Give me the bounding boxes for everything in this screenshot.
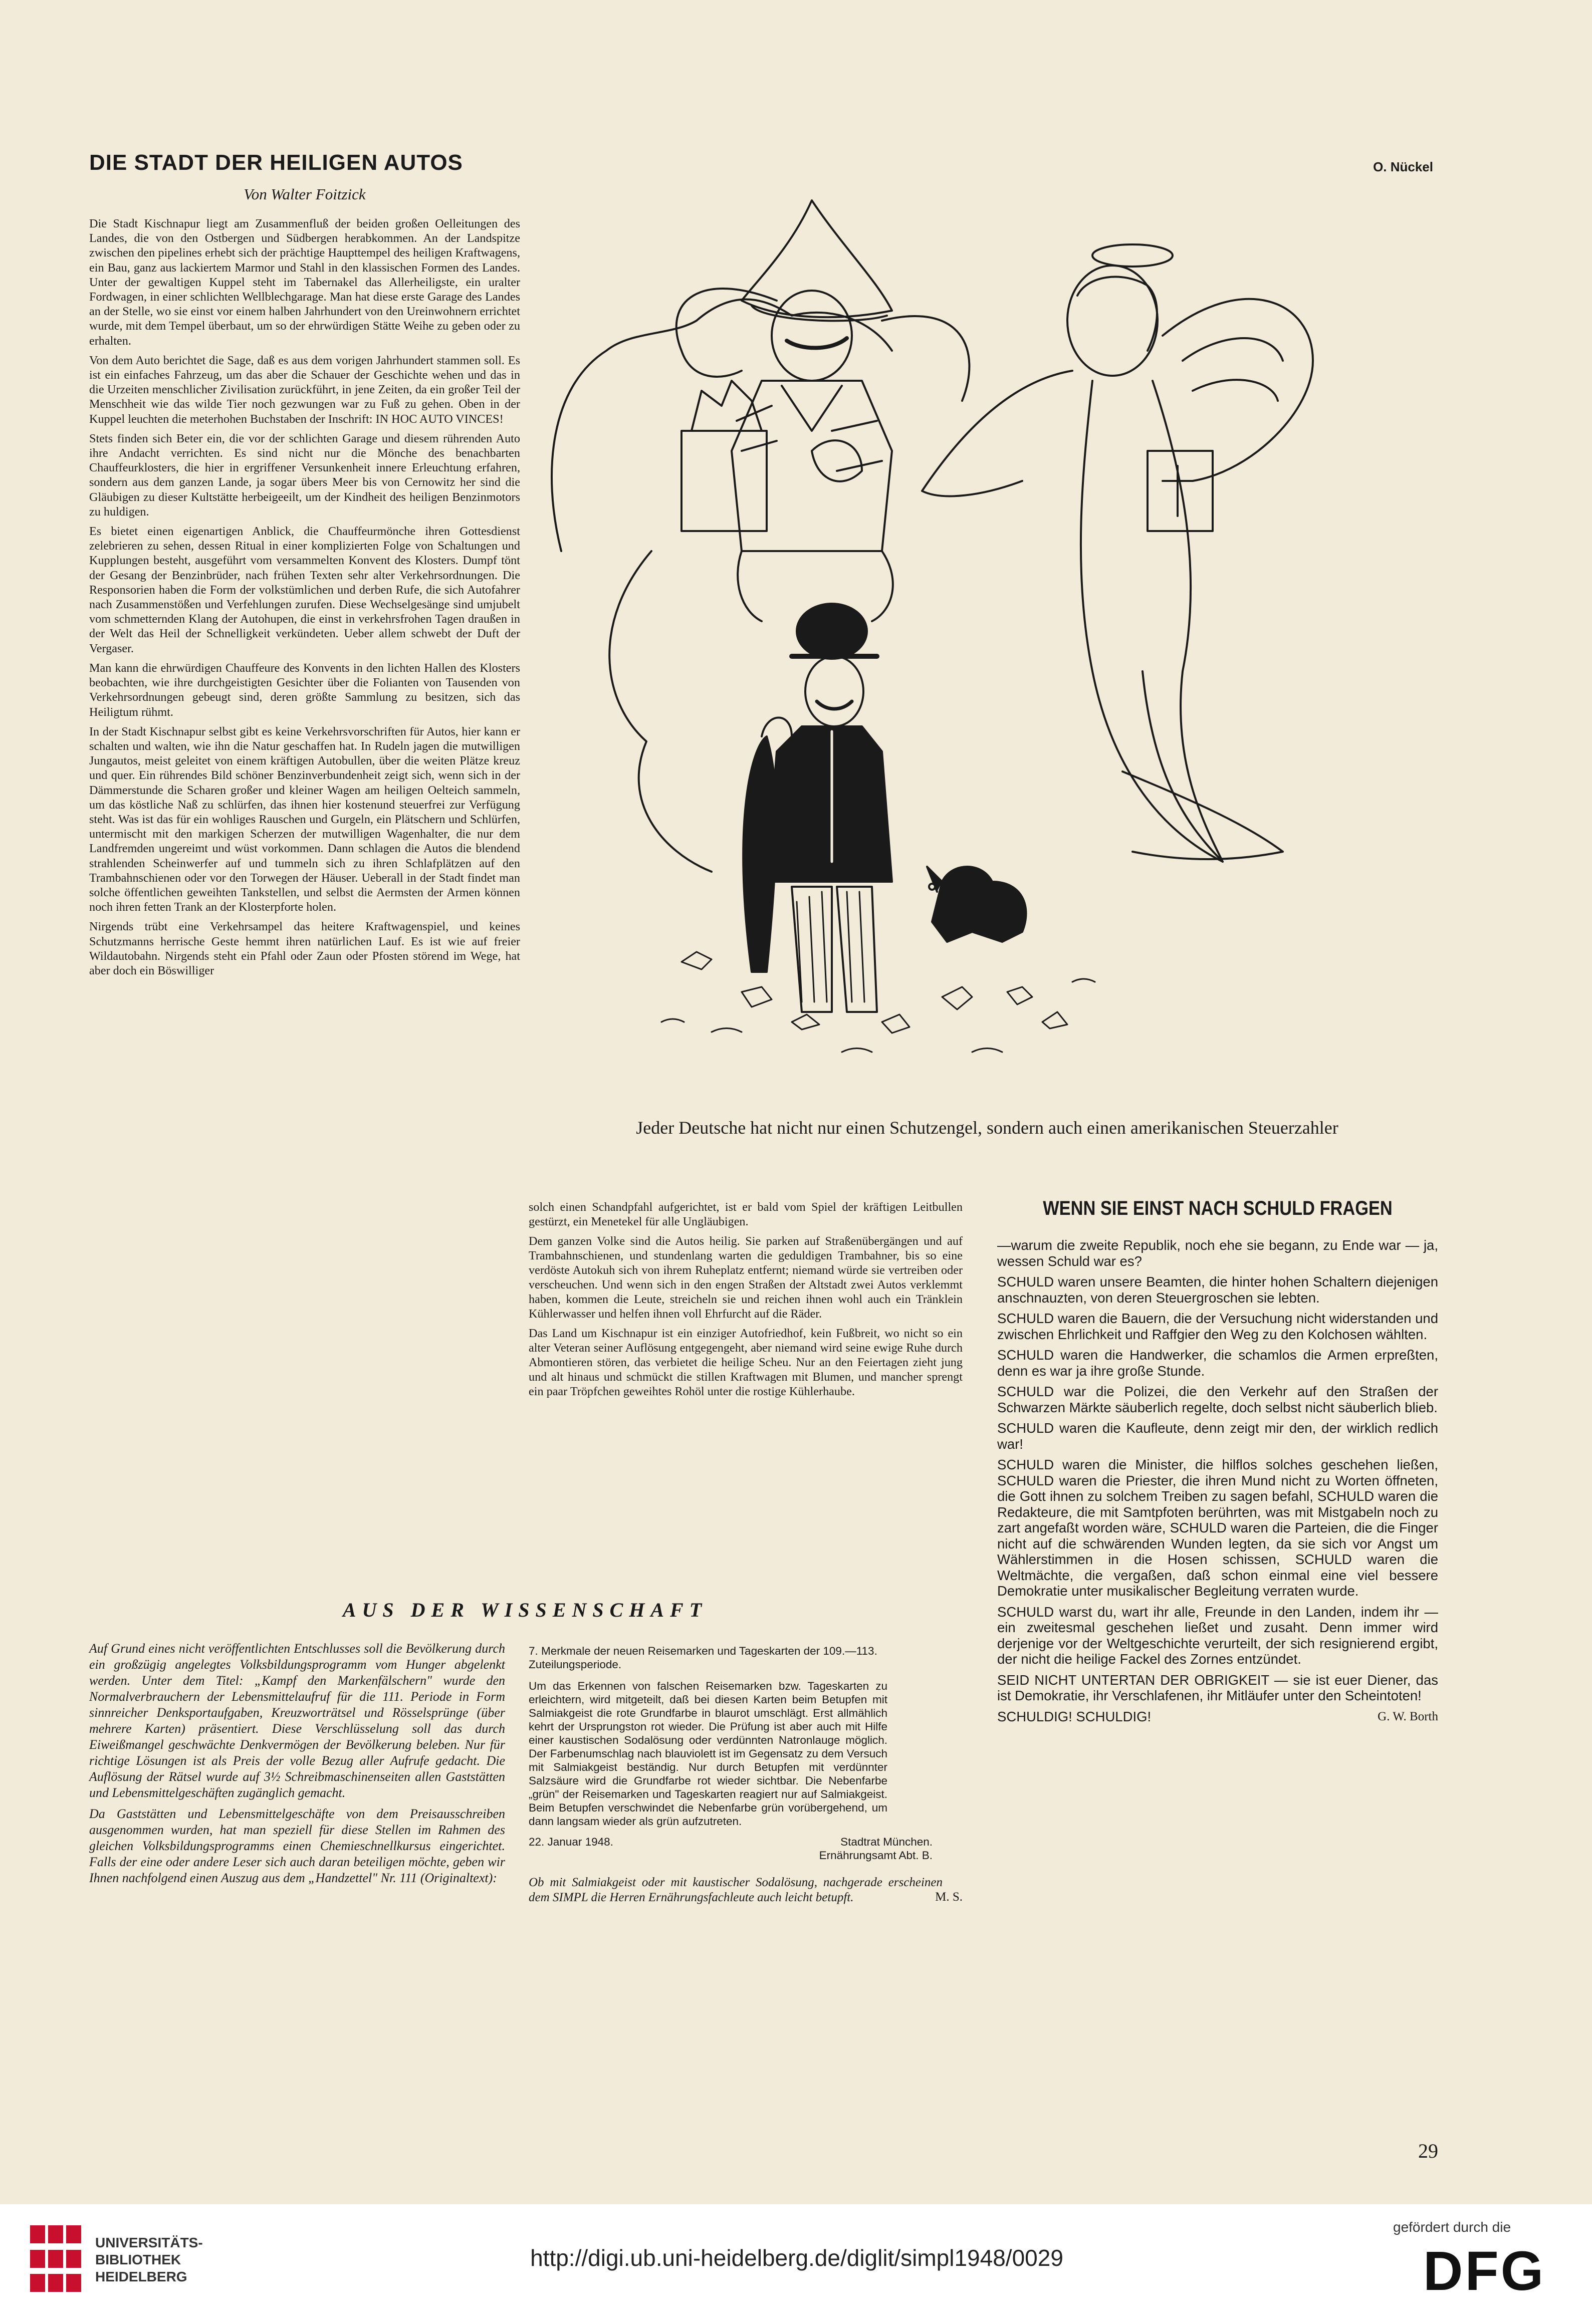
library-line-3: HEIDELBERG bbox=[95, 2269, 187, 2284]
paragraph: Stets finden sich Beter ein, die vor der schlichten Garage und diesem rührenden Auto ihre Andacht verrichten. Es sind nicht nur die Mönche des benachbarten Chauffeurklosters, die hier in ergriffener Versunkenheit innere Erleuchtung erfahren, sondern aus dem ganzen Lande, ja sogar übers Meer bis von Cernowitz her sind die Gläubigen zu dieser Kultstätte herbeigeeilt, um der Kindheit des heiligen Benzinmotors zu huldigen. bbox=[89, 431, 520, 519]
man-with-bowler-hat-figure bbox=[743, 604, 892, 1012]
paragraph: In der Stadt Kischnapur selbst gibt es keine Verkehrsvorschriften für Autos, hier kann er schalten und walten, wie ihn die Natur geschaffen hat. In Rudeln jagen die mutwilligen Jungautos, meist geleitet von einem kräftigen Autobullen, über die weiten Plätze kreuz und quer. Ein rührendes Bild schöner Benzinverbundenheit zeigt sich, wenn sich in der Dämmerstunde die Scharen großer und kleiner Wagen am heiligen Oelteich sammeln, um das köstliche Naß zu schlürfen, das ihnen hier kostenund steuerfrei zur Verfügung steht. Was ist das für ein wohliges Rauschen und Gurgeln, ein Plätschern und Schlürfen, untermischt mit den markigen Scherzen der mutwilligen Wagenhalter, die nur dem Landfremden ungereimt und wüst vorkommen. Dann schlagen die Autos die blendend strahlenden Scheinwerfer auf und tummeln sich zu ihren Schlafplätzen auf den Trambahnschienen oder vor den Torwegen der Häuser. Ueberall in der Stadt findet man solche öffentlichen geweihten Tankstellen, und selbst die Aermsten der Armen können noch ihren fetten Trank an der Klosterpforte holen. bbox=[89, 724, 520, 914]
dog-figure bbox=[927, 867, 1026, 942]
paragraph: —warum die zweite Republik, noch ehe sie begann, zu Ende war — ja, wessen Schuld war es? bbox=[997, 1237, 1438, 1269]
notice-signature bbox=[529, 1835, 963, 1862]
schuld-article-title: WENN SIE EINST NACH SCHULD FRAGEN bbox=[1043, 1197, 1393, 1219]
notice-date: 22. Januar 1948. bbox=[529, 1836, 613, 1848]
notice-body: Um das Erkennen von falschen Reisemarken bzw. Tageskarten zu erleichtern, wird mitgeteilt, daß bei diesen Karten beim Betupfen mit Salmiakgeist die rote Grundfarbe in blaurot umschlägt. Erst allmählich kehrt der Ursprungston rot wieder. Die Prüfung ist aber auch mit Hilfe einer kaustischen Sodalösung oder verdünnten Natronlauge möglich. Der Farbenumschlag nach blauviolett ist im Gegensatz zu dem Versuch mit Salmiakgeist beständig. Nur durch Betupfen mit verdünnter Salzsäure wird die Grundfarbe rot wieder sichtbar. Die Nebenfarbe „grün" der Reisemarken und Tageskarten reagiert nur auf Salmiakgeist. Beim Betupfen verschwindet die Nebenfarbe grün vorübergehend, um dann langsam wieder als grün aufzutreten. bbox=[529, 1680, 887, 1828]
closing-text: SCHULDIG! SCHULDIG! bbox=[997, 1708, 1152, 1724]
science-intro bbox=[89, 1641, 505, 1891]
article-column-2 bbox=[529, 1200, 963, 1404]
paragraph: SCHULD waren die Handwerker, die schamlos die Armen erpreßten, denn es war ja ihre große Stunde. bbox=[997, 1347, 1438, 1379]
paragraph: SCHULD warst du, wart ihr alle, Freunde in den Landen, indem ihr — ein zweitesmal geschehen ließet und zusaht. Denn immer wird derjenige vor der Weltgeschichte verurteilt, der sich resignierend ergibt, der nicht die heilige Fackel des Zornes entzündet. bbox=[997, 1604, 1438, 1667]
paragraph: Das Land um Kischnapur ist ein einziger Autofriedhof, kein Fußbreit, wo nicht so ein alter Veteran seiner Auflösung entgegengeht, aber niemand wird seine ewige Ruhe durch Abmontieren stören, das verbietet die heilige Scheu. Nur an den Feiertagen zieht jung und alt hinaus und schmückt die stillen Kraftwagen mit Blumen, und mancher sprengt ein paar Tröpfchen geweihtes Rohöl unter die rostige Kühlerhaube. bbox=[529, 1327, 963, 1398]
paragraph: Die Stadt Kischnapur liegt am Zusammenfluß der beiden großen Oelleitungen des Landes, die von den Ostbergen und Südbergen herabkommen. An der Landspitze zwischen den pipelines erhebt sich der prächtige Haupttempel des heiligen Kraftwagens, ein Bau, ganz aus lackiertem Marmor und Stahl in den klassischen Formen des Landes. Unter der gewaltigen Kuppel steht im Tabernakel das Allerheiligste, ein uralter Fordwagen, in einer schlichten Wellblechgarage. Man hat diese erste Garage des Landes an der Stelle, wo sie einst vor einem halben Jahrhundert von den Ureinwohnern errichtet wurde, mit dem Tempel überbaut, um so der ehrwürdigen Stätte Weihe zu geben oder zu erhalten. bbox=[89, 217, 520, 348]
science-section-title: AUS DER WISSENSCHAFT bbox=[342, 1599, 708, 1621]
sponsor-text: gefördert durch die bbox=[1393, 2219, 1511, 2235]
science-notice bbox=[529, 1644, 963, 1904]
schuld-closing-line bbox=[997, 1709, 1438, 1725]
library-line-1: UNIVERSITÄTS- bbox=[95, 2235, 203, 2250]
paragraph: Nirgends trübt eine Verkehrsampel das heitere Kraftwagenspiel, und keines Schutzmanns herrische Geste hemmt ihren natürlichen Lauf. Es ist wie auf freier Wildautobahn. Nirgends steht ein Pfahl oder Zaun oder Pfosten störend im Wege, hat aber doch ein Böswilliger bbox=[89, 920, 520, 977]
issuer-line-2: Ernährungsamt Abt. B. bbox=[819, 1849, 933, 1862]
schuld-article-body bbox=[997, 1237, 1438, 1724]
author-signature: G. W. Borth bbox=[1378, 1709, 1438, 1723]
article-byline: Von Walter Foitzick bbox=[244, 185, 366, 203]
library-name bbox=[95, 2234, 203, 2285]
source-url-link[interactable]: http://digi.ub.uni-heidelberg.de/diglit/simpl1948/0029 bbox=[530, 2245, 1063, 2271]
paragraph: Dem ganzen Volke sind die Autos heilig. Sie parken auf Straßenübergängen und auf Trambahnschienen, und stundenlang warten die geduldigen Trambahner, bis so eine verdöste Autokuh sich von ihrem Ruheplatz entfernt; niemand würde sie vertreiben oder verscheuchen. Und wenn sich in den engen Straßen der Altstadt zwei Autos verklemmt haben, kommen die Leute, streicheln sie und reichen ihnen wohl auch ein Tränklein Kühlerwasser und helfen ihnen voll Ehrfurcht auf die Räder. bbox=[529, 1234, 963, 1321]
library-line-2: BIBLIOTHEK bbox=[95, 2252, 181, 2267]
cartoon-caption: Jeder Deutsche hat nicht nur einen Schutzengel, sondern auch einen amerikanischen Steuerzahler bbox=[636, 1118, 1338, 1138]
paragraph: Da Gaststätten und Lebensmittelgeschäfte von dem Preisausschreiben ausgenommen wurden, hat man speziell für diese Stellen im Rahmen des gleichen Volksbildungsprogramms einen Chemieschnellkursus eingerichtet. Falls der eine oder andere Leser sich auch daran beteiligen möchte, geben wir Ihnen nachfolgend einen Auszug aus dem „Handzettel" Nr. 111 (Originaltext): bbox=[89, 1806, 505, 1885]
article-title: DIE STADT DER HEILIGEN AUTOS bbox=[89, 150, 463, 175]
article-column-1 bbox=[89, 216, 520, 983]
cowboy-angel-figure bbox=[676, 200, 970, 621]
cartoon-artist: O. Nückel bbox=[1373, 159, 1433, 174]
paragraph: SEID NICHT UNTERTAN DER OBRIGKEIT — sie ist euer Diener, das ist Demokratie, ihr Verschlafenen, ihr Mitläufer unter den Scheintoten! bbox=[997, 1672, 1438, 1703]
paragraph: Von dem Auto berichtet die Sage, daß es aus dem vorigen Jahrhundert stammen soll. Es ist ein einfaches Fahrzeug, um das aber die Schauer der Geschichte wehen und das in die Urzeiten menschlicher Zivilisation zurückführt, in jene Zeiten, da ein großer Teil der Menschheit wie das wilde Tier noch gezwungen war zu Fuß zu gehen. Oben in der Kuppel leuchten die meterhohen Buchstaben der Inschrift: IN HOC AUTO VINCES! bbox=[89, 353, 520, 426]
notice-heading: 7. Merkmale der neuen Reisemarken und Tageskarten der 109.—113. Zuteilungsperiode. bbox=[529, 1645, 877, 1671]
paragraph: Es bietet einen eigenartigen Anblick, die Chauffeurmönche ihren Gottesdienst zelebrieren zu sehen, dessen Ritual in einer komplizierten Folge von Schaltungen und Kupplungen besteht, ausgeführt vom versammelten Konvent des Klosters. Dumpf tönt der Gesang der Benzinbrüder, nach frühen Texten sehr alter Verkehrsordnungen. Die Responsorien haben die Form der volkstümlichen und derben Rufe, die sich Autofahrer nach Zusammenstößen und Verfehlungen zurufen. Diese Wechselgesänge sind umjubelt vom schmetternden Klang der Autohupen, die einst in verkehrsfrohen Tagen draußen in der Welt das Heil der Schnelligkeit verkündeten. Ueber allem schwebt der Duft der Vergaser. bbox=[89, 525, 520, 655]
paragraph: SCHULD waren unsere Beamten, die hinter hohen Schaltern diejenigen anschnauzten, von deren Steuergroschen sie lebten. bbox=[997, 1274, 1438, 1306]
paragraph: Auf Grund eines nicht veröffentlichten Entschlusses soll die Bevölkerung durch ein großzügig angelegtes Volksbildungsprogramm vom Hunger abgelenkt werden. Unter dem Titel: „Kampf den Markenfälschern" wurde den Normalverbrauchern der Lebensmittelaufruf für die 111. Periode in Form sinnreicher Denksportaufgaben, Kreuzworträtsel und Rösselsprünge (über mehrere Karten) präsentiert. Diese Verschlüsselung soll das durch Eiweißmangel geschwächte Denkvermögen der Bevölkerung beleben. Nur für richtige Lösungen ist als Preis der volle Bezug aller Aufrufe gedacht. Die Auflösung der Rätsel wurde auf 3½ Schreibmaschinenseiten allen Gaststätten und Lebensmittelgeschäften zugänglich gemacht. bbox=[89, 1641, 505, 1800]
paragraph: solch einen Schandpfahl aufgerichtet, ist er bald vom Spiel der kräftigen Leitbullen gestürzt, ein Menetekel für alle Ungläubigen. bbox=[529, 1200, 963, 1228]
rubble-stones bbox=[661, 952, 1095, 1052]
paragraph: SCHULD waren die Bauern, die der Versuchung nicht widerstanden und zwischen Ehrlichkeit und Raffgier den Weg zu den Kolchosen wählten. bbox=[997, 1311, 1438, 1342]
notice-commentary: Ob mit Salmiakgeist oder mit kaustischer Sodalösung, nachgerade erscheinen dem SIMPL die Herren Ernährungsfachleute auch leicht betupft. bbox=[529, 1876, 943, 1904]
notice-issuer bbox=[819, 1835, 933, 1862]
commentary-signature: M. S. bbox=[935, 1890, 963, 1904]
paragraph: SCHULD war die Polizei, die den Verkehr auf den Straßen der Schwarzen Märkte säuberlich regelte, doch selbst nicht säuberlich blieb. bbox=[997, 1384, 1438, 1415]
paragraph: SCHULD waren die Kaufleute, denn zeigt mir den, der wirklich redlich war! bbox=[997, 1420, 1438, 1452]
angel-figure bbox=[922, 244, 1313, 862]
issuer-line-1: Stadtrat München. bbox=[840, 1836, 933, 1848]
paragraph: Man kann die ehrwürdigen Chauffeure des Konvents in den lichten Hallen des Klosters beobachten, wie ihre durchgeistigten Gesichter über die Folianten von Tausenden von Verkehrsordnungen gebeugt sind, deren größte Sammlung zu besitzen, sich das Heiligtum rühmt. bbox=[89, 661, 520, 719]
page-number: 29 bbox=[1418, 2140, 1438, 2162]
library-logo bbox=[30, 2225, 85, 2295]
dfg-logo: DFG bbox=[1423, 2240, 1546, 2302]
cartoon-illustration bbox=[531, 170, 1438, 1082]
footer-bar bbox=[0, 2204, 1592, 2324]
paragraph: SCHULD waren die Minister, die hilflos solches geschehen ließen, SCHULD waren die Priester, die ihren Mund nicht zu Worten öffneten, die Gott ihnen zu solchem Treiben zu sagen befahl, SCHULD waren die Redakteure, die mit Samtpfoten berührten, was mit Mistgabeln noch zu zart angefaßt worden wäre, SCHULD waren die Parteien, die die Finger nicht auf die schwärenden Wunden legten, da sie sich vor Angst um Wählerstimmen in die Hosen schissen, SCHULD waren die Weltmächte, die vergaßen, daß schon einmal eine viel bessere Demokratie unter musikalischer Begleitung verraten wurde. bbox=[997, 1457, 1438, 1599]
